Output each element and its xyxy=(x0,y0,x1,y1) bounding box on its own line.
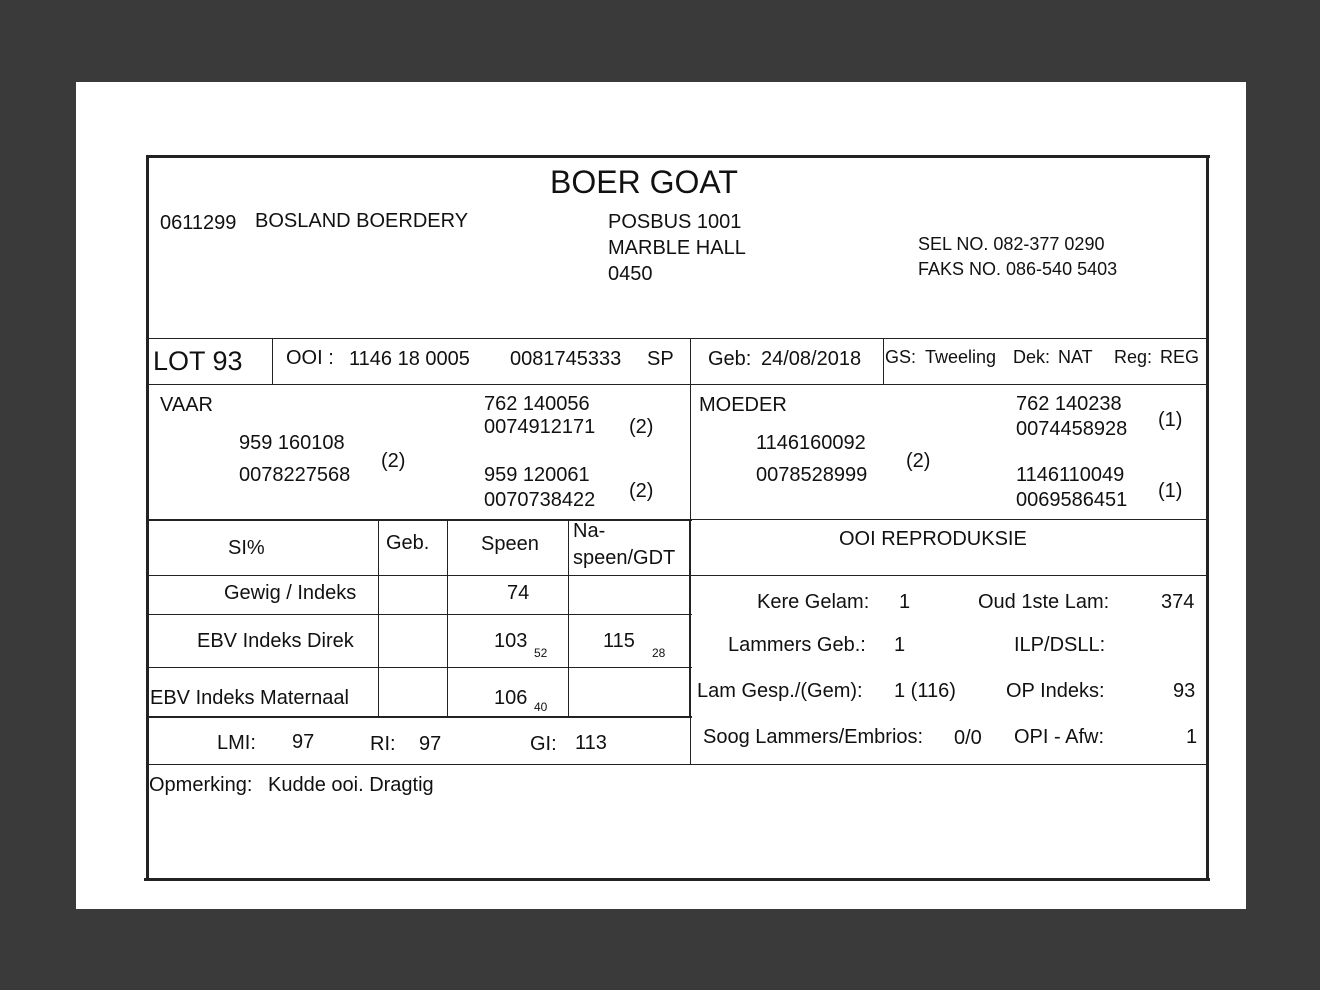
lot-label: LOT 93 xyxy=(153,346,243,376)
address-line-3: 0450 xyxy=(608,263,653,285)
ooi-id: 1146 18 0005 xyxy=(349,348,470,370)
divider-col-naspeen xyxy=(568,519,569,717)
vaar-grade: (2) xyxy=(381,450,406,472)
perf-row-speen: 74 xyxy=(507,582,530,604)
lammers-geb-value: 1 xyxy=(894,634,906,656)
lmi-label: LMI: xyxy=(217,732,256,754)
vaar-dam-id: 959 120061 xyxy=(484,464,590,486)
divider-perf-header xyxy=(148,575,1208,576)
repro-title: OOI REPRODUKSIE xyxy=(839,528,1027,550)
dek-label: Dek: xyxy=(1013,347,1051,367)
dek-value: NAT xyxy=(1058,347,1093,367)
remarks-text: Kudde ooi. Dragtig xyxy=(268,774,434,796)
gi-value: 113 xyxy=(575,732,607,754)
perf-row-speen-sub: 52 xyxy=(534,646,548,660)
ilp-dsll-label: ILP/DSLL: xyxy=(1014,634,1106,656)
perf-row-speen: 106 xyxy=(494,687,528,709)
divider-gs-cell xyxy=(883,338,884,384)
card-border-bottom xyxy=(144,878,1210,881)
kere-gelam-label: Kere Gelam: xyxy=(757,591,870,613)
divider-pedigree-right xyxy=(692,519,1208,520)
owner-code: 0611299 xyxy=(160,212,237,234)
geb-label: Geb: xyxy=(708,348,752,370)
ooi-sp: SP xyxy=(647,348,674,370)
lam-gesp-label: Lam Gesp./(Gem): xyxy=(697,680,863,702)
oud-1ste-lam-value: 374 xyxy=(1161,591,1195,613)
contact-sel: SEL NO. 082-377 0290 xyxy=(918,234,1105,254)
perf-row-label: EBV Indeks Direk xyxy=(197,630,354,652)
opi-afw-label: OPI - Afw: xyxy=(1014,726,1105,748)
ooi-label: OOI : xyxy=(286,347,334,369)
vaar-sire-reg: 0074912171 xyxy=(484,416,596,438)
lam-gesp-value: 1 (116) xyxy=(894,680,956,702)
ri-label: RI: xyxy=(370,733,396,755)
address-line-1: POSBUS 1001 xyxy=(608,211,742,233)
op-indeks-label: OP Indeks: xyxy=(1006,680,1105,702)
vaar-label: VAAR xyxy=(160,394,213,416)
perf-row-naspeen-sub: 28 xyxy=(652,646,666,660)
gi-label: GI: xyxy=(530,733,557,755)
moeder-dam-grade: (1) xyxy=(1158,480,1183,502)
divider-row-3 xyxy=(148,716,692,718)
moeder-reg: 0078528999 xyxy=(756,464,868,486)
gs-label: GS: xyxy=(885,347,917,367)
moeder-dam-id: 1146110049 xyxy=(1016,464,1125,486)
vaar-reg: 0078227568 xyxy=(239,464,351,486)
card-border-right xyxy=(1206,155,1209,881)
moeder-dam-reg: 0069586451 xyxy=(1016,489,1128,511)
vaar-sire-id: 762 140056 xyxy=(484,393,590,415)
vaar-dam-reg: 0070738422 xyxy=(484,489,596,511)
divider-row-2 xyxy=(148,667,692,668)
perf-header-naspeen-2: speen/GDT xyxy=(573,547,676,569)
moeder-sire-grade: (1) xyxy=(1158,409,1183,431)
lmi-value: 97 xyxy=(292,731,315,753)
perf-header-si: SI% xyxy=(228,537,265,559)
perf-header-speen: Speen xyxy=(481,533,539,555)
divider-row-1 xyxy=(148,614,692,615)
divider-col-geb xyxy=(378,519,379,717)
divider-lot-cell xyxy=(272,338,273,384)
lammers-geb-label: Lammers Geb.: xyxy=(728,634,866,656)
moeder-sire-reg: 0074458928 xyxy=(1016,418,1128,440)
divider-perf-right xyxy=(689,519,691,717)
perf-row-speen: 103 xyxy=(494,630,528,652)
vaar-dam-grade: (2) xyxy=(629,480,654,502)
opi-afw-value: 1 xyxy=(1186,726,1198,748)
reg-value: REG xyxy=(1160,347,1200,367)
perf-header-geb: Geb. xyxy=(386,532,430,554)
perf-row-label: EBV Indeks Maternaal xyxy=(150,687,349,709)
moeder-id: 1146160092 xyxy=(756,432,866,454)
oud-1ste-lam-label: Oud 1ste Lam: xyxy=(978,591,1110,613)
kere-gelam-value: 1 xyxy=(899,591,911,613)
divider-lot xyxy=(148,384,1208,385)
op-indeks-value: 93 xyxy=(1173,680,1196,702)
perf-row-naspeen: 115 xyxy=(603,630,635,652)
divider-col-speen xyxy=(447,519,448,717)
address-line-2: MARBLE HALL xyxy=(608,237,746,259)
card-border-left xyxy=(146,155,149,881)
divider-pedigree xyxy=(148,519,692,521)
divider-header xyxy=(148,338,1208,339)
vaar-sire-grade: (2) xyxy=(629,416,654,438)
contact-faks: FAKS NO. 086-540 5403 xyxy=(918,259,1118,279)
moeder-grade: (2) xyxy=(906,450,931,472)
reg-label: Reg: xyxy=(1114,347,1153,367)
perf-row-speen-sub: 40 xyxy=(534,700,548,714)
moeder-label: MOEDER xyxy=(699,394,787,416)
ooi-reg-no: 0081745333 xyxy=(510,348,622,370)
perf-row-label: Gewig / Indeks xyxy=(224,582,357,604)
soog-value: 0/0 xyxy=(954,727,982,749)
geb-date: 24/08/2018 xyxy=(761,348,862,370)
moeder-sire-id: 762 140238 xyxy=(1016,393,1122,415)
perf-header-naspeen-1: Na- xyxy=(573,520,606,542)
soog-label: Soog Lammers/Embrios: xyxy=(703,726,924,748)
card-title: BOER GOAT xyxy=(550,164,738,200)
ri-value: 97 xyxy=(419,733,442,755)
card-border-top xyxy=(146,155,1210,158)
owner-name: BOSLAND BOERDERY xyxy=(255,210,469,232)
vaar-id: 959 160108 xyxy=(239,432,345,454)
gs-value: Tweeling xyxy=(925,347,997,367)
remarks-label: Opmerking: xyxy=(149,774,253,796)
divider-indices xyxy=(148,764,1208,765)
